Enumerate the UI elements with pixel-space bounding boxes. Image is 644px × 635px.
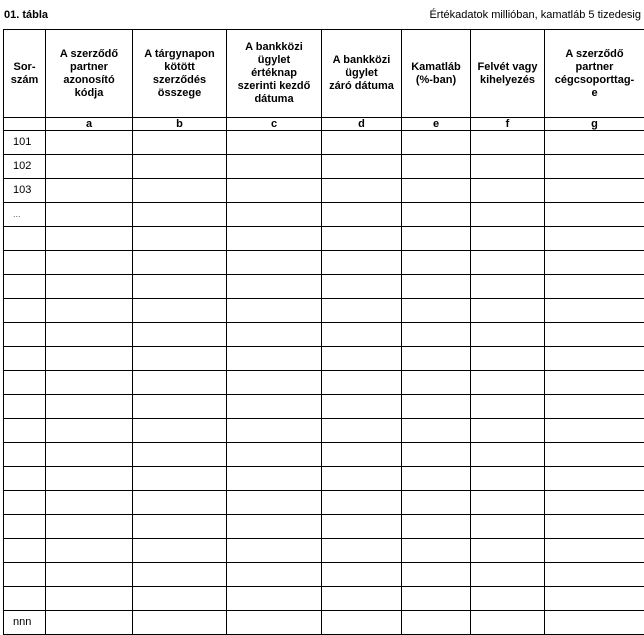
table-cell <box>545 203 644 227</box>
table-cell <box>471 131 545 155</box>
table-cell <box>545 419 644 443</box>
row-number <box>4 299 46 323</box>
table-cell <box>402 155 471 179</box>
table-cell <box>227 275 322 299</box>
table-cell <box>46 587 133 611</box>
table-cell <box>471 251 545 275</box>
row-number <box>4 515 46 539</box>
table-cell <box>133 491 227 515</box>
table-cell <box>322 395 402 419</box>
table-cell <box>402 395 471 419</box>
column-letter: f <box>471 118 545 131</box>
table-cell <box>227 539 322 563</box>
table-row <box>4 443 644 467</box>
table-cell <box>227 419 322 443</box>
table-row <box>4 371 644 395</box>
table-cell <box>545 323 644 347</box>
row-number <box>4 227 46 251</box>
table-cell <box>322 227 402 251</box>
table-cell <box>46 323 133 347</box>
table-cell <box>471 155 545 179</box>
table-cell <box>471 419 545 443</box>
table-cell <box>471 395 545 419</box>
table-cell <box>545 299 644 323</box>
table-row <box>4 299 644 323</box>
table-row <box>4 395 644 419</box>
table-cell <box>133 203 227 227</box>
row-number <box>4 251 46 275</box>
row-number <box>4 323 46 347</box>
table-cell <box>471 611 545 635</box>
table-cell <box>322 491 402 515</box>
table-cell <box>471 539 545 563</box>
header-row <box>4 30 644 118</box>
table-cell <box>402 587 471 611</box>
table-row <box>4 275 644 299</box>
table-cell <box>545 179 644 203</box>
table-cell <box>402 539 471 563</box>
table-cell <box>322 179 402 203</box>
table-cell <box>133 587 227 611</box>
table-cell <box>133 563 227 587</box>
row-number: nnn <box>4 611 46 635</box>
table-cell <box>227 227 322 251</box>
row-number <box>4 563 46 587</box>
table-row <box>4 251 644 275</box>
column-header: A bankközi ügylet értéknap szerinti kezdő dátuma <box>227 30 322 118</box>
column-header: Sor- szám <box>4 30 46 118</box>
table-cell <box>322 539 402 563</box>
table-cell <box>46 539 133 563</box>
table-cell <box>227 467 322 491</box>
column-letter: d <box>322 118 402 131</box>
column-letter: e <box>402 118 471 131</box>
table-row <box>4 539 644 563</box>
table-cell <box>471 515 545 539</box>
table-cell <box>227 491 322 515</box>
table-row <box>4 587 644 611</box>
table-cell <box>322 467 402 491</box>
table-cell <box>322 563 402 587</box>
table-cell <box>402 347 471 371</box>
table-cell <box>402 563 471 587</box>
table-cell <box>133 299 227 323</box>
table-cell <box>471 179 545 203</box>
table-cell <box>402 419 471 443</box>
data-table <box>3 29 644 635</box>
table-cell <box>46 395 133 419</box>
row-number <box>4 371 46 395</box>
table-cell <box>227 611 322 635</box>
units-note: Értékadatok millióban, kamatláb 5 tizedesig <box>429 5 641 25</box>
table-cell <box>133 155 227 179</box>
table-cell <box>46 467 133 491</box>
table-cell <box>402 275 471 299</box>
column-header: Felvét vagy kihelyezés <box>471 30 545 118</box>
table-cell <box>133 443 227 467</box>
column-letter: a <box>46 118 133 131</box>
table-cell <box>322 275 402 299</box>
table-cell <box>545 227 644 251</box>
row-number <box>4 419 46 443</box>
table-cell <box>46 299 133 323</box>
table-cell <box>133 227 227 251</box>
table-cell <box>471 467 545 491</box>
table-cell <box>133 131 227 155</box>
table-row <box>4 323 644 347</box>
table-cell <box>46 275 133 299</box>
table-cell <box>545 563 644 587</box>
table-cell <box>46 251 133 275</box>
table-row <box>4 563 644 587</box>
table-cell <box>402 299 471 323</box>
table-cell <box>322 323 402 347</box>
table-cell <box>227 251 322 275</box>
table-cell <box>322 155 402 179</box>
table-cell <box>227 371 322 395</box>
table-cell <box>402 131 471 155</box>
table-cell <box>227 131 322 155</box>
table-cell <box>471 203 545 227</box>
table-cell <box>133 371 227 395</box>
table-cell <box>133 467 227 491</box>
row-number <box>4 491 46 515</box>
table-cell <box>402 611 471 635</box>
table-cell <box>227 395 322 419</box>
column-letter-row <box>4 118 644 131</box>
row-number <box>4 275 46 299</box>
table-cell <box>471 371 545 395</box>
table-cell <box>402 467 471 491</box>
column-header: Kamatláb (%-ban) <box>402 30 471 118</box>
table-cell <box>322 131 402 155</box>
table-cell <box>46 419 133 443</box>
table-cell <box>46 227 133 251</box>
table-cell <box>133 275 227 299</box>
table-cell <box>471 443 545 467</box>
table-cell <box>471 491 545 515</box>
table-row <box>4 179 644 203</box>
row-number <box>4 347 46 371</box>
row-number <box>4 395 46 419</box>
table-cell <box>545 275 644 299</box>
table-row <box>4 419 644 443</box>
row-number: ... <box>4 203 46 227</box>
table-cell <box>545 131 644 155</box>
table-cell <box>46 131 133 155</box>
table-cell <box>471 323 545 347</box>
table-cell <box>133 395 227 419</box>
table-cell <box>133 179 227 203</box>
table-caption <box>3 5 641 25</box>
table-cell <box>402 251 471 275</box>
table-cell <box>227 323 322 347</box>
table-title: 01. tábla <box>4 5 48 25</box>
column-header: A szerződő partner azonosító kódja <box>46 30 133 118</box>
table-cell <box>133 539 227 563</box>
table-cell <box>322 611 402 635</box>
table-cell <box>133 515 227 539</box>
table-cell <box>133 251 227 275</box>
table-cell <box>46 155 133 179</box>
table-cell <box>545 467 644 491</box>
table-cell <box>46 371 133 395</box>
row-number <box>4 443 46 467</box>
column-letter <box>4 118 46 131</box>
table-cell <box>545 515 644 539</box>
table-cell <box>471 587 545 611</box>
table-cell <box>133 323 227 347</box>
row-number: 103 <box>4 179 46 203</box>
table-cell <box>227 299 322 323</box>
table-cell <box>322 371 402 395</box>
table-row <box>4 131 644 155</box>
table-cell <box>322 299 402 323</box>
table-row <box>4 227 644 251</box>
table-cell <box>46 491 133 515</box>
table-cell <box>46 611 133 635</box>
table-cell <box>545 587 644 611</box>
table-cell <box>46 515 133 539</box>
table-cell <box>133 611 227 635</box>
row-number <box>4 539 46 563</box>
column-letter: c <box>227 118 322 131</box>
table-cell <box>133 419 227 443</box>
column-letter: g <box>545 118 644 131</box>
table-cell <box>46 203 133 227</box>
table-cell <box>471 275 545 299</box>
table-cell <box>545 251 644 275</box>
table-cell <box>545 611 644 635</box>
table-cell <box>322 515 402 539</box>
table-cell <box>545 491 644 515</box>
table-cell <box>545 155 644 179</box>
table-cell <box>402 491 471 515</box>
table-cell <box>227 443 322 467</box>
table-cell <box>402 227 471 251</box>
table-cell <box>46 347 133 371</box>
row-number: 101 <box>4 131 46 155</box>
table-row <box>4 611 644 635</box>
row-number <box>4 467 46 491</box>
table-cell <box>322 587 402 611</box>
column-header: A szerződő partner cégcsoporttag- e <box>545 30 644 118</box>
table-cell <box>227 203 322 227</box>
table-cell <box>471 227 545 251</box>
table-cell <box>545 395 644 419</box>
column-header: A bankközi ügylet záró dátuma <box>322 30 402 118</box>
table-cell <box>322 443 402 467</box>
table-cell <box>471 299 545 323</box>
table-cell <box>471 563 545 587</box>
table-row <box>4 467 644 491</box>
table-cell <box>227 155 322 179</box>
table-cell <box>402 203 471 227</box>
table-cell <box>545 539 644 563</box>
table-row <box>4 491 644 515</box>
table-row <box>4 155 644 179</box>
row-number: 102 <box>4 155 46 179</box>
table-cell <box>545 371 644 395</box>
table-cell <box>133 347 227 371</box>
table-row <box>4 203 644 227</box>
table-cell <box>322 347 402 371</box>
table-cell <box>402 323 471 347</box>
column-letter: b <box>133 118 227 131</box>
table-cell <box>227 179 322 203</box>
table-cell <box>46 563 133 587</box>
table-cell <box>46 179 133 203</box>
table-cell <box>322 419 402 443</box>
table-cell <box>46 443 133 467</box>
table-cell <box>227 563 322 587</box>
table-cell <box>227 587 322 611</box>
table-row <box>4 515 644 539</box>
column-header: A tárgynapon kötött szerződés összege <box>133 30 227 118</box>
row-number <box>4 587 46 611</box>
table-cell <box>402 371 471 395</box>
table-cell <box>322 203 402 227</box>
table-cell <box>545 347 644 371</box>
table-row <box>4 347 644 371</box>
table-cell <box>471 347 545 371</box>
table-cell <box>227 515 322 539</box>
table-cell <box>402 179 471 203</box>
table-cell <box>402 515 471 539</box>
table-cell <box>402 443 471 467</box>
table-cell <box>227 347 322 371</box>
table-cell <box>322 251 402 275</box>
table-cell <box>545 443 644 467</box>
